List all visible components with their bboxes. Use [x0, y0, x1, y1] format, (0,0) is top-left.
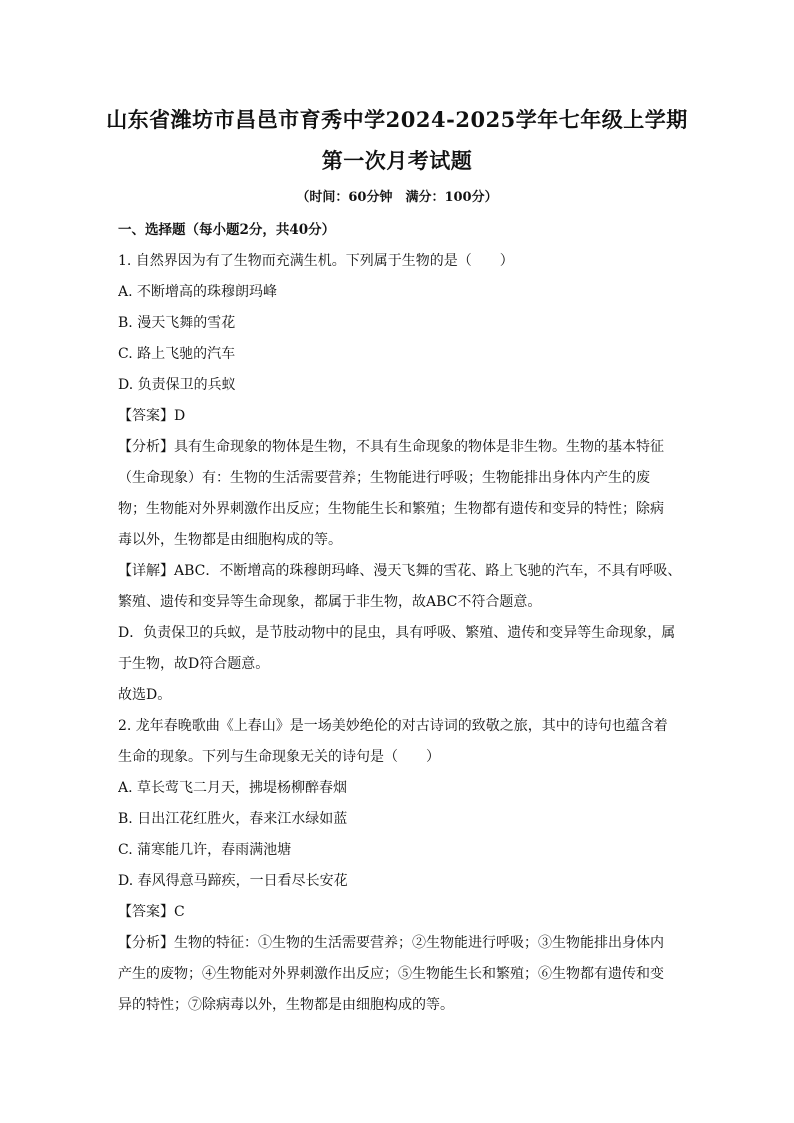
- section-heading: 一、选择题（每小题2分，共40分）: [118, 222, 336, 238]
- document-title-line1: 山东省潍坊市昌邑市育秀中学2024-2025学年七年级上学期: [106, 107, 688, 132]
- question-2-stem-line: 2. 龙年春晚歌曲《上春山》是一场美妙绝伦的对古诗词的致敬之旅，其中的诗句也蕴含着: [118, 718, 668, 734]
- question-2-answer: 【答案】C: [118, 904, 185, 920]
- question-1-stem: 1. 自然界因为有了生物而充满生机。下列属于生物的是（ ）: [118, 253, 514, 269]
- question-1-option-d: D. 负责保卫的兵蚁: [118, 377, 236, 393]
- question-1-answer: 【答案】D: [118, 408, 186, 424]
- question-1-analysis-line: 毒以外，生物都是由细胞构成的等。: [118, 532, 342, 548]
- question-2-stem-line: 生命的现象。下列与生命现象无关的诗句是（ ）: [118, 749, 440, 765]
- question-1-analysis-line: 物；生物能对外界刺激作出反应；生物能生长和繁殖；生物都有遗传和变异的特性；除病: [118, 501, 664, 517]
- question-2-analysis-line: 【分析】生物的特征：①生物的生活需要营养；②生物能进行呼吸；③生物能排出身体内: [118, 935, 664, 951]
- question-1-option-c: C. 路上飞驰的汽车: [118, 346, 236, 362]
- question-1-detail-line: 【详解】ABC．不断增高的珠穆朗玛峰、漫天飞舞的雪花、路上飞驰的汽车，不具有呼吸、: [118, 563, 682, 579]
- exam-info: （时间：60分钟 满分：100分）: [296, 190, 498, 205]
- question-1-analysis-line: 【分析】具有生命现象的物体是生物，不具有生命现象的物体是非生物。生物的基本特征: [118, 439, 664, 455]
- question-1-detail-line: 故选D。: [118, 687, 172, 703]
- document-title-line2: 第一次月考试题: [321, 148, 473, 173]
- question-2-option-c: C. 蒲寒能几许，春雨满池塘: [118, 842, 292, 858]
- question-2-analysis-line: 异的特性；⑦除病毒以外，生物都是由细胞构成的等。: [118, 997, 454, 1013]
- question-2-option-d: D. 春风得意马蹄疾，一日看尽长安花: [118, 873, 348, 889]
- question-1-option-a: A. 不断增高的珠穆朗玛峰: [118, 284, 278, 300]
- question-2-option-a: A. 草长莺飞二月天，拂堤杨柳醉春烟: [118, 780, 348, 796]
- question-1-detail-line: 繁殖、遗传和变异等生命现象，都属于非生物，故ABC不符合题意。: [118, 594, 542, 610]
- question-2-analysis-line: 产生的废物；④生物能对外界刺激作出反应；⑤生物能生长和繁殖；⑥生物都有遗传和变: [118, 966, 664, 982]
- question-2-option-b: B. 日出江花红胜火，春来江水绿如蓝: [118, 811, 348, 827]
- question-1-detail-line: 于生物，故D符合题意。: [118, 656, 270, 672]
- question-1-option-b: B. 漫天飞舞的雪花: [118, 315, 236, 331]
- question-1-detail-line: D．负责保卫的兵蚁，是节肢动物中的昆虫，具有呼吸、繁殖、遗传和变异等生命现象，属: [118, 625, 676, 641]
- document-body: [118, 215, 688, 1021]
- question-1-analysis-line: （生命现象）有：生物的生活需要营养；生物能进行呼吸；生物能排出身体内产生的废: [118, 470, 650, 486]
